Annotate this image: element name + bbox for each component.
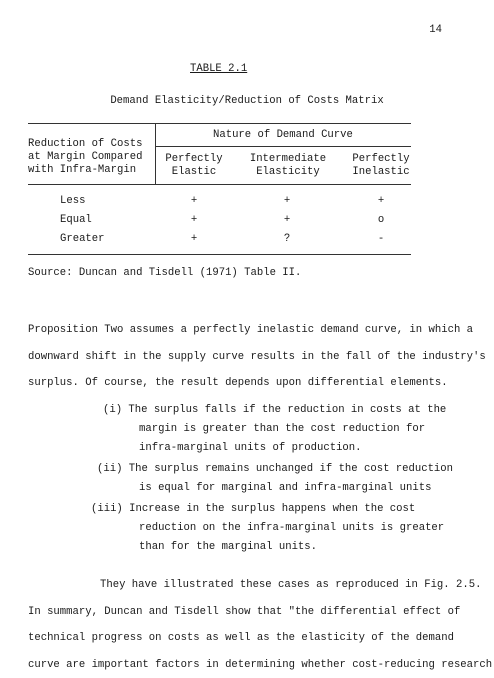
column-header <box>161 153 227 179</box>
table-cell: + <box>184 233 204 247</box>
column-group-header: Nature of Demand Curve <box>213 129 353 143</box>
table-cell: ? <box>277 233 297 247</box>
table-cell: o <box>371 214 391 228</box>
row-header-line: with Infra-Margin <box>28 164 142 177</box>
text-line: In summary, Duncan and Tisdell show that "the differential effect of <box>28 599 492 626</box>
table-cell: + <box>184 195 204 209</box>
column-header <box>346 153 416 179</box>
column-header-line: Perfectly <box>161 153 227 166</box>
table-cell: + <box>277 195 297 209</box>
table-header-rule <box>28 184 411 185</box>
text-line: technical progress on costs as well as the elasticity of the demand <box>28 625 492 652</box>
list-item: (iii) Increase in the surplus happens when the cost <box>91 500 415 519</box>
table-header-divider <box>155 124 156 184</box>
list-item-continuation: is equal for marginal and infra-marginal units <box>139 479 431 498</box>
table-cell: + <box>277 214 297 228</box>
column-group-rule <box>155 146 411 147</box>
list-item: (i) The surplus falls if the reduction in costs at the <box>103 401 446 420</box>
column-header-line: Inelastic <box>346 166 416 179</box>
text-line: surplus. Of course, the result depends upon differential elements. <box>28 370 486 397</box>
paragraph <box>28 572 492 678</box>
page-number: 14 <box>429 24 442 38</box>
table-bottom-rule <box>28 254 411 255</box>
table-source: Source: Duncan and Tisdell (1971) Table II. <box>28 267 301 281</box>
table-row-label: Equal <box>60 214 92 228</box>
text-line: They have illustrated these cases as reproduced in Fig. 2.5. <box>28 572 492 599</box>
text-line: curve are important factors in determining whether cost-reducing research <box>28 652 492 678</box>
table-cell: + <box>371 195 391 209</box>
list-item-continuation: margin is greater than the cost reduction for <box>139 420 425 439</box>
list-item: (ii) The surplus remains unchanged if the cost reduction <box>97 460 453 479</box>
table-top-rule <box>28 123 411 124</box>
paragraph <box>28 317 486 397</box>
column-header-line: Elasticity <box>246 166 330 179</box>
table-row-label: Less <box>60 195 85 209</box>
table-cell: - <box>371 233 391 247</box>
column-header-line: Perfectly <box>346 153 416 166</box>
list-item-continuation: infra-marginal units of production. <box>139 439 362 458</box>
row-header-line: Reduction of Costs <box>28 138 142 151</box>
row-header <box>28 138 142 177</box>
table-row-label: Greater <box>60 233 105 247</box>
table-label: TABLE 2.1 <box>190 63 247 77</box>
list-item-continuation: reduction on the infra-marginal units is greater <box>139 519 444 538</box>
column-header <box>246 153 330 179</box>
column-header-line: Intermediate <box>246 153 330 166</box>
row-header-line: at Margin Compared <box>28 151 142 164</box>
text-line: downward shift in the supply curve results in the fall of the industry's <box>28 344 486 371</box>
list-item-continuation: than for the marginal units. <box>139 538 317 557</box>
column-header-line: Elastic <box>161 166 227 179</box>
text-line: Proposition Two assumes a perfectly inelastic demand curve, in which a <box>28 317 486 344</box>
table-cell: + <box>184 214 204 228</box>
table-title: Demand Elasticity/Reduction of Costs Matrix <box>0 95 494 109</box>
